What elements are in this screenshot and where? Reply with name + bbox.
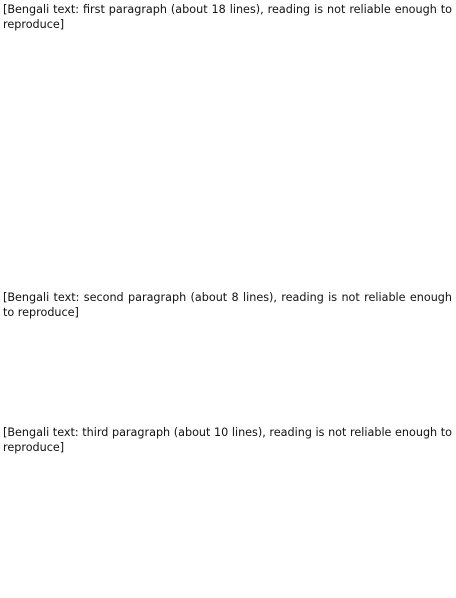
paragraph: [Bengali text: first paragraph (about 18 lines), reading is not reliable enough to reproduce]: [3, 3, 452, 32]
paragraph: [Bengali text: third paragraph (about 10 lines), reading is not reliable enough to reproduce]: [3, 426, 452, 455]
paragraph: [Bengali text: second paragraph (about 8 lines), reading is not reliable enough to reproduce]: [3, 291, 452, 320]
